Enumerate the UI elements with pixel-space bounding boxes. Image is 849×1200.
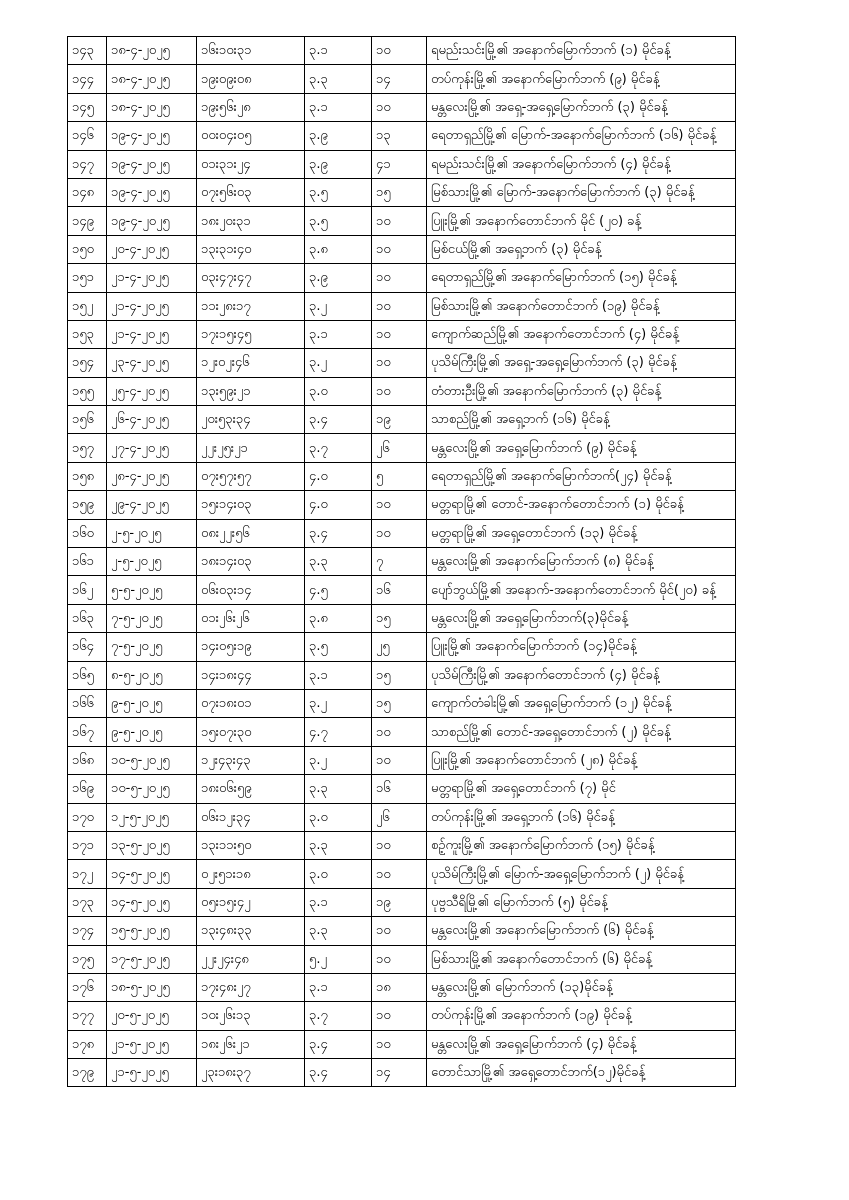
cell-time: ၁၂း၀၂း၄၆ [197, 349, 305, 377]
cell-magnitude: ၃.၁ [305, 661, 372, 689]
cell-depth: ၁၀ [372, 320, 427, 348]
cell-date: ၁၉-၄-၂၀၂၅ [107, 150, 197, 178]
cell-time: ၁၇း၄၈း၂၇ [197, 973, 305, 1001]
cell-depth: ၁၅ [372, 178, 427, 206]
cell-location: သာစည်မြို့၏ တောင်-အရှေ့တောင်ဘက် (၂) မိုင်ခန့် [427, 718, 736, 746]
cell-depth: ၁၀ [372, 349, 427, 377]
earthquake-table-body [68, 37, 736, 1087]
cell-date: ၂၅-၄-၂၀၂၅ [107, 377, 197, 405]
cell-depth: ၁၀ [372, 37, 427, 65]
cell-magnitude: ၄.၀ [305, 491, 372, 519]
table-row [68, 519, 736, 547]
cell-depth: ၁၅ [372, 604, 427, 632]
cell-number: ၁၄၅ [68, 93, 107, 121]
cell-location: မတ္တရာမြို့၏ အရှေ့တောင်ဘက် (၁၃) မိုင်ခန့် [427, 519, 736, 547]
cell-date: ၂၃-၄-၂၀၂၅ [107, 349, 197, 377]
cell-depth: ၁၀ [372, 377, 427, 405]
cell-location: ကျောက်တံခါးမြို့၏ အရှေ့မြောက်ဘက် (၁၂) မိုင်ခန့် [427, 689, 736, 717]
cell-magnitude: ၃.၁ [305, 888, 372, 916]
cell-depth: ၁၀ [372, 292, 427, 320]
cell-location: တောင်သာမြို့၏ အရှေ့တောင်ဘက်(၁၂)မိုင်ခန့် [427, 1059, 736, 1087]
cell-time: ၀၆း၀၃း၁၄ [197, 576, 305, 604]
cell-number: ၁၅၃ [68, 320, 107, 348]
table-row [68, 406, 736, 434]
table-row [68, 207, 736, 235]
cell-number: ၁၆၇ [68, 718, 107, 746]
cell-time: ၁၃း၃၁း၄၀ [197, 235, 305, 263]
cell-time: ၀၇း၅၇း၅၇ [197, 462, 305, 490]
cell-depth: ၁၃ [372, 122, 427, 150]
cell-time: ၁၈း၁၄း၀၃ [197, 548, 305, 576]
cell-date: ၁၂-၅-၂၀၂၅ [107, 803, 197, 831]
cell-number: ၁၆၀ [68, 519, 107, 547]
cell-number: ၁၄၉ [68, 207, 107, 235]
table-row [68, 803, 736, 831]
earthquake-table [67, 36, 736, 1087]
cell-number: ၁၇၅ [68, 945, 107, 973]
table-row [68, 831, 736, 859]
cell-location: မြစ်ငယ်မြို့၏ အရှေ့ဘက် (၃) မိုင်ခန့် [427, 235, 736, 263]
cell-time: ၁၃း၄၈း၃၃ [197, 917, 305, 945]
cell-date: ၁၉-၄-၂၀၂၅ [107, 178, 197, 206]
cell-depth: ၁၅ [372, 661, 427, 689]
cell-depth: ၁၀ [372, 831, 427, 859]
cell-location: ပြူးမြို့၏ အနောက်တောင်ဘက် (၂၈) မိုင်ခန့် [427, 746, 736, 774]
cell-location: ပြူးမြို့၏ အနောက်မြောက်ဘက် (၁၄)မိုင်ခန့် [427, 633, 736, 661]
cell-magnitude: ၃.၉ [305, 122, 372, 150]
cell-depth: ၁၀ [372, 746, 427, 774]
cell-magnitude: ၃.၁ [305, 320, 372, 348]
cell-time: ၁၅း၀၇း၃၀ [197, 718, 305, 746]
cell-date: ၁၈-၅-၂၀၂၅ [107, 973, 197, 1001]
cell-depth: ၂၅ [372, 633, 427, 661]
cell-magnitude: ၄.၅ [305, 576, 372, 604]
cell-date: ၂-၅-၂၀၂၅ [107, 519, 197, 547]
cell-date: ၁၈-၄-၂၀၂၅ [107, 93, 197, 121]
table-row [68, 576, 736, 604]
cell-number: ၁၅၁ [68, 264, 107, 292]
cell-location: မတ္တရာမြို့၏ တောင်-အနောက်တောင်ဘက် (၁) မိုင်ခန့် [427, 491, 736, 519]
table-row [68, 178, 736, 206]
cell-location: ပြူးမြို့၏ အနောက်တောင်ဘက် မိုင် (၂၀) ခန့် [427, 207, 736, 235]
cell-date: ၂၀-၄-၂၀၂၅ [107, 235, 197, 263]
cell-location: တပ်ကုန်းမြို့၏ အရှေ့ဘက် (၁၆) မိုင်ခန့် [427, 803, 736, 831]
cell-time: ၁၅း၁၄း၀၃ [197, 491, 305, 519]
cell-depth: ၁၆ [372, 775, 427, 803]
cell-date: ၁၈-၄-၂၀၂၅ [107, 65, 197, 93]
cell-depth: ၁၀ [372, 235, 427, 263]
cell-date: ၁၃-၅-၂၀၂၅ [107, 831, 197, 859]
cell-location: ပုသိမ်ကြီးမြို့၏ အရှေ့-အရှေ့မြောက်ဘက် (၃) မိုင်ခန့် [427, 349, 736, 377]
table-row [68, 150, 736, 178]
cell-date: ၇-၅-၂၀၂၅ [107, 604, 197, 632]
cell-date: ၇-၅-၂၀၂၅ [107, 633, 197, 661]
cell-number: ၁၆၂ [68, 576, 107, 604]
cell-time: ၀၇း၅၆း၀၃ [197, 178, 305, 206]
cell-depth: ၄၁ [372, 150, 427, 178]
cell-number: ၁၆၄ [68, 633, 107, 661]
cell-magnitude: ၄.၀ [305, 462, 372, 490]
cell-location: မန္တလေးမြို့၏ အနောက်မြောက်ဘက် (၆) မိုင်ခန့် [427, 917, 736, 945]
cell-depth: ၂၆ [372, 803, 427, 831]
cell-magnitude: ၃.၈ [305, 604, 372, 632]
cell-magnitude: ၃.၂ [305, 292, 372, 320]
cell-depth: ၁၄ [372, 65, 427, 93]
cell-magnitude: ၃.၈ [305, 235, 372, 263]
cell-depth: ၁၀ [372, 207, 427, 235]
table-row [68, 633, 736, 661]
cell-time: ၀၁း၃၁း၂၄ [197, 150, 305, 178]
cell-depth: ၁၀ [372, 718, 427, 746]
cell-location: သာစည်မြို့၏ အရှေ့ဘက် (၁၆) မိုင်ခန့် [427, 406, 736, 434]
cell-time: ၂၂း၂၄း၄၈ [197, 945, 305, 973]
cell-time: ၀၇း၁၈း၀၁ [197, 689, 305, 717]
cell-date: ၂၆-၄-၂၀၂၅ [107, 406, 197, 434]
cell-location: မန္တလေးမြို့၏ မြောက်ဘက် (၁၃)မိုင်ခန့် [427, 973, 736, 1001]
cell-number: ၁၅၀ [68, 235, 107, 263]
cell-number: ၁၅၅ [68, 377, 107, 405]
table-row [68, 377, 736, 405]
cell-time: ၁၃း၁၁း၅၀ [197, 831, 305, 859]
cell-magnitude: ၃.၇ [305, 434, 372, 462]
cell-number: ၁၇၁ [68, 831, 107, 859]
cell-number: ၁၇၇ [68, 1002, 107, 1030]
table-row [68, 973, 736, 1001]
cell-time: ၁၄း၁၈း၄၄ [197, 661, 305, 689]
cell-number: ၁၆၉ [68, 775, 107, 803]
cell-magnitude: ၃.၁ [305, 37, 372, 65]
cell-time: ၁၆း၁၀း၃၁ [197, 37, 305, 65]
cell-location: မြစ်သားမြို့၏ အနောက်တောင်ဘက် (၁၉) မိုင်ခန့် [427, 292, 736, 320]
cell-location: ရမည်းသင်းမြို့၏ အနောက်မြောက်ဘက် (၄) မိုင်ခန့် [427, 150, 736, 178]
table-row [68, 1002, 736, 1030]
cell-depth: ၁၀ [372, 1002, 427, 1030]
cell-location: မတ္တရာမြို့၏ အရှေ့တောင်ဘက် (၇) မိုင် [427, 775, 736, 803]
cell-number: ၁၅၇ [68, 434, 107, 462]
cell-time: ၁၇း၁၅း၄၅ [197, 320, 305, 348]
cell-location: မန္တလေးမြို့၏ အရှေ့မြောက်ဘက်(၃)မိုင်ခန့် [427, 604, 736, 632]
cell-magnitude: ၃.၃ [305, 775, 372, 803]
cell-location: ရေတာရှည်မြို့၏ အနောက်မြောက်ဘက်(၂၄) မိုင်ခန့် [427, 462, 736, 490]
cell-magnitude: ၃.၅ [305, 633, 372, 661]
cell-depth: ၁၀ [372, 93, 427, 121]
table-row [68, 718, 736, 746]
table-row [68, 37, 736, 65]
table-row [68, 1059, 736, 1087]
cell-depth: ၁၉ [372, 406, 427, 434]
cell-magnitude: ၃.၉ [305, 264, 372, 292]
cell-magnitude: ၃.၄ [305, 1030, 372, 1058]
cell-depth: ၁၈ [372, 973, 427, 1001]
cell-date: ၂၁-၄-၂၀၂၅ [107, 264, 197, 292]
cell-location: တပ်ကုန်းမြို့၏ အနောက်ဘက် (၁၉) မိုင်ခန့် [427, 1002, 736, 1030]
cell-magnitude: ၃.၃ [305, 917, 372, 945]
cell-time: ၁၃း၅၉း၂၁ [197, 377, 305, 405]
cell-number: ၁၇၄ [68, 917, 107, 945]
cell-date: ၂၁-၄-၂၀၂၅ [107, 292, 197, 320]
cell-date: ၁၄-၅-၂၀၂၅ [107, 888, 197, 916]
cell-number: ၁၆၅ [68, 661, 107, 689]
cell-time: ၁၉း၅၆း၂၈ [197, 93, 305, 121]
cell-location: တံတားဦးမြို့၏ အနောက်မြောက်ဘက် (၃) မိုင်ခန့် [427, 377, 736, 405]
cell-magnitude: ၃.၂ [305, 689, 372, 717]
cell-time: ၁၈း၀၆း၅၉ [197, 775, 305, 803]
cell-time: ၁၄း၀၅း၁၉ [197, 633, 305, 661]
cell-location: ပျော်ဘွယ်မြို့၏ အနောက်-အနောက်တောင်ဘက် မိုင်(၂၀) ခန့် [427, 576, 736, 604]
cell-depth: ၁၀ [372, 917, 427, 945]
cell-depth: ၁၀ [372, 860, 427, 888]
cell-magnitude: ၃.၄ [305, 406, 372, 434]
cell-magnitude: ၃.၄ [305, 519, 372, 547]
cell-location: ကျောက်ဆည်မြို့၏ အနောက်တောင်ဘက် (၄) မိုင်ခန့် [427, 320, 736, 348]
table-row [68, 917, 736, 945]
table-row [68, 491, 736, 519]
cell-depth: ၁၉ [372, 888, 427, 916]
cell-time: ၀၈း၂၂း၅၆ [197, 519, 305, 547]
cell-date: ၁၉-၄-၂၀၂၅ [107, 207, 197, 235]
table-row [68, 945, 736, 973]
cell-number: ၁၆၈ [68, 746, 107, 774]
cell-location: ရမည်းသင်းမြို့၏ အနောက်မြောက်ဘက် (၁) မိုင်ခန့် [427, 37, 736, 65]
cell-date: ၁၀-၅-၂၀၂၅ [107, 746, 197, 774]
cell-date: ၁၇-၅-၂၀၂၅ [107, 945, 197, 973]
table-row [68, 462, 736, 490]
cell-magnitude: ၃.၁ [305, 93, 372, 121]
cell-location: ရေတာရှည်မြို့၏ မြောက်-အနောက်မြောက်ဘက် (၁၆) မိုင်ခန့် [427, 122, 736, 150]
cell-location: မန္တလေးမြို့၏ အနောက်မြောက်ဘက် (၈) မိုင်ခန့် [427, 548, 736, 576]
table-row [68, 604, 736, 632]
table-row [68, 292, 736, 320]
cell-number: ၁၆၃ [68, 604, 107, 632]
cell-time: ၀၆း၁၂း၃၄ [197, 803, 305, 831]
table-row [68, 1030, 736, 1058]
cell-date: ၁၉-၄-၂၀၂၅ [107, 122, 197, 150]
cell-number: ၁၇၂ [68, 860, 107, 888]
cell-depth: ၁၀ [372, 264, 427, 292]
cell-date: ၅-၅-၂၀၂၅ [107, 576, 197, 604]
table-row [68, 235, 736, 263]
table-row [68, 122, 736, 150]
cell-number: ၁၇၀ [68, 803, 107, 831]
cell-number: ၁၇၆ [68, 973, 107, 1001]
table-row [68, 320, 736, 348]
cell-number: ၁၅၄ [68, 349, 107, 377]
cell-number: ၁၅၆ [68, 406, 107, 434]
cell-magnitude: ၃.၁ [305, 973, 372, 1001]
cell-date: ၂၈-၄-၂၀၂၅ [107, 462, 197, 490]
cell-date: ၂၉-၄-၂၀၂၅ [107, 491, 197, 519]
cell-depth: ၁၀ [372, 519, 427, 547]
cell-magnitude: ၃.၀ [305, 803, 372, 831]
cell-date: ၁၈-၄-၂၀၂၅ [107, 37, 197, 65]
cell-time: ၀၅း၁၅း၄၂ [197, 888, 305, 916]
cell-date: ၂၀-၅-၂၀၂၅ [107, 1002, 197, 1030]
cell-time: ၀၁း၂၆း၂၆ [197, 604, 305, 632]
cell-number: ၁၄၄ [68, 65, 107, 93]
cell-date: ၂၁-၅-၂၀၂၅ [107, 1030, 197, 1058]
cell-number: ၁၄၆ [68, 122, 107, 150]
cell-time: ၁၂း၄၃း၄၃ [197, 746, 305, 774]
cell-magnitude: ၃.၀ [305, 860, 372, 888]
cell-depth: ၁၄ [372, 1059, 427, 1087]
cell-magnitude: ၃.၀ [305, 377, 372, 405]
table-row [68, 349, 736, 377]
table-row [68, 65, 736, 93]
cell-location: မန္တလေးမြို့၏ အရှေ့-အရှေ့မြောက်ဘက် (၃) မိုင်ခန့် [427, 93, 736, 121]
cell-date: ၂-၅-၂၀၂၅ [107, 548, 197, 576]
cell-location: မြစ်သားမြို့၏ အနောက်တောင်ဘက် (၆) မိုင်ခန့် [427, 945, 736, 973]
cell-location: ပုဗ္ဗသီရိမြို့၏ မြောက်ဘက် (၅) မိုင်ခန့် [427, 888, 736, 916]
cell-location: ပုသိမ်ကြီးမြို့၏ အနောက်တောင်ဘက် (၄) မိုင်ခန့် [427, 661, 736, 689]
cell-magnitude: ၃.၅ [305, 207, 372, 235]
cell-time: ၂၃း၁၈း၃၇ [197, 1059, 305, 1087]
cell-location: မန္တလေးမြို့၏ အရှေ့မြောက်ဘက် (၉) မိုင်ခန့် [427, 434, 736, 462]
cell-date: ၁၀-၅-၂၀၂၅ [107, 775, 197, 803]
cell-depth: ၁၆ [372, 576, 427, 604]
cell-date: ၂၁-၅-၂၀၂၅ [107, 1059, 197, 1087]
table-row [68, 434, 736, 462]
cell-number: ၁၅၂ [68, 292, 107, 320]
table-row [68, 775, 736, 803]
cell-date: ၂၇-၄-၂၀၂၅ [107, 434, 197, 462]
table-row [68, 264, 736, 292]
cell-time: ၂၂း၂၅း၂၁ [197, 434, 305, 462]
cell-date: ၉-၅-၂၀၂၅ [107, 718, 197, 746]
cell-date: ၁၅-၅-၂၀၂၅ [107, 917, 197, 945]
cell-date: ၈-၅-၂၀၂၅ [107, 661, 197, 689]
cell-depth: ၇ [372, 548, 427, 576]
table-row [68, 548, 736, 576]
table-row [68, 888, 736, 916]
cell-number: ၁၄၈ [68, 178, 107, 206]
cell-number: ၁၄၃ [68, 37, 107, 65]
table-row [68, 661, 736, 689]
table-row [68, 746, 736, 774]
cell-location: ရေတာရှည်မြို့၏ အနောက်မြောက်ဘက် (၁၅) မိုင်ခန့် [427, 264, 736, 292]
cell-time: ၁၉း၀၉း၀၈ [197, 65, 305, 93]
cell-location: ပုသိမ်ကြီးမြို့၏ မြောက်-အရှေ့မြောက်ဘက် (၂) မိုင်ခန့် [427, 860, 736, 888]
cell-depth: ၁၀ [372, 945, 427, 973]
cell-time: ၀၀း၀၄း၀၅ [197, 122, 305, 150]
cell-number: ၁၇၈ [68, 1030, 107, 1058]
cell-depth: ၁၅ [372, 689, 427, 717]
cell-magnitude: ၃.၃ [305, 548, 372, 576]
cell-time: ၀၂း၅၁း၁၈ [197, 860, 305, 888]
cell-magnitude: ၃.၅ [305, 178, 372, 206]
cell-time: ၁၈း၂၀း၃၁ [197, 207, 305, 235]
table-row [68, 860, 736, 888]
cell-location: မြစ်သားမြို့၏ မြောက်-အနောက်မြောက်ဘက် (၃) မိုင်ခန့် [427, 178, 736, 206]
cell-depth: ၁၀ [372, 1030, 427, 1058]
cell-depth: ၂၆ [372, 434, 427, 462]
cell-number: ၁၄၇ [68, 150, 107, 178]
cell-time: ၁၁း၂၈း၁၇ [197, 292, 305, 320]
cell-date: ၁၄-၅-၂၀၂၅ [107, 860, 197, 888]
cell-magnitude: ၃.၉ [305, 150, 372, 178]
table-row [68, 93, 736, 121]
cell-magnitude: ၃.၇ [305, 1002, 372, 1030]
cell-time: ၁၀း၂၆း၁၃ [197, 1002, 305, 1030]
cell-time: ၀၃း၄၇း၄၇ [197, 264, 305, 292]
cell-location: မန္တလေးမြို့၏ အရှေ့မြောက်ဘက် (၄) မိုင်ခန့် [427, 1030, 736, 1058]
cell-magnitude: ၃.၄ [305, 1059, 372, 1087]
table-row [68, 689, 736, 717]
cell-number: ၁၆၁ [68, 548, 107, 576]
cell-number: ၁၅၈ [68, 462, 107, 490]
cell-date: ၉-၅-၂၀၂၅ [107, 689, 197, 717]
cell-number: ၁၇၃ [68, 888, 107, 916]
cell-magnitude: ၃.၃ [305, 65, 372, 93]
cell-number: ၁၆၆ [68, 689, 107, 717]
cell-time: ၁၈း၂၆း၂၁ [197, 1030, 305, 1058]
cell-location: တပ်ကုန်းမြို့၏ အနောက်မြောက်ဘက် (၉) မိုင်ခန့် [427, 65, 736, 93]
cell-depth: ၁၀ [372, 491, 427, 519]
cell-magnitude: ၃.၃ [305, 831, 372, 859]
cell-location: စဉ့်ကူးမြို့၏ အနောက်မြောက်ဘက် (၁၅) မိုင်ခန့် [427, 831, 736, 859]
cell-magnitude: ၃.၂ [305, 746, 372, 774]
cell-magnitude: ၃.၂ [305, 349, 372, 377]
cell-depth: ၅ [372, 462, 427, 490]
cell-number: ၁၅၉ [68, 491, 107, 519]
cell-magnitude: ၅.၂ [305, 945, 372, 973]
cell-date: ၂၁-၄-၂၀၂၅ [107, 320, 197, 348]
cell-number: ၁၇၉ [68, 1059, 107, 1087]
cell-magnitude: ၄.၇ [305, 718, 372, 746]
cell-time: ၂၀း၅၃း၃၄ [197, 406, 305, 434]
